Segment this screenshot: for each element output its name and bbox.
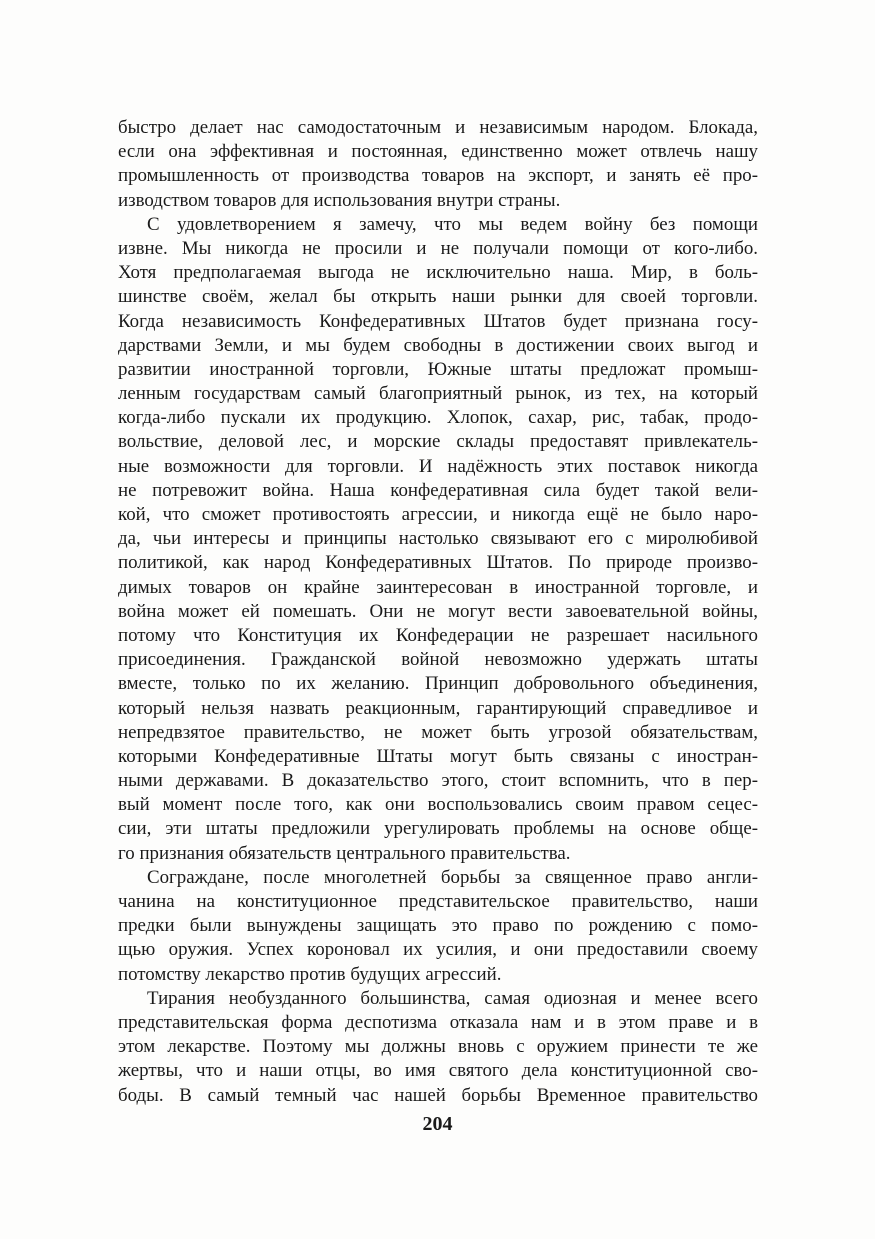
text-line: представительская форма деспотизма отказала нам и в этом праве и в [118,1011,758,1033]
text-line: извне. Мы никогда не просили и не получали помощи от кого-либо. [118,237,758,259]
text-line: ленным государствам самый благоприятный рынок, из тех, на который [118,383,758,405]
page-number: 204 [422,1113,453,1135]
text-line: вый момент после того, как они воспользовались своим правом сецес- [118,794,758,816]
paragraph [118,213,758,866]
text-line: С удовлетворением я замечу, что мы ведем войну без помощи [147,213,758,235]
text-line: развитии иностранной торговли, Южные штаты предложат промыш- [118,358,758,380]
text-line: Сограждане, после многолетней борьбы за священное право англи- [147,866,758,888]
text-line: не потревожит война. Наша конфедеративная сила будет такой вели- [118,479,758,501]
text-line: вольствие, деловой лес, и морские склады предоставят привлекатель- [118,431,758,453]
text-line: которыми Конфедеративные Штаты могут быть связаны с иностран- [118,745,758,767]
text-line: чанина на конституционное представительское правительство, наши [118,891,758,912]
text-line: ные возможности для торговли. И надёжность этих поставок никогда [118,455,758,477]
body-text [118,116,758,1108]
text-line: боды. В самый темный час нашей борьбы Временное правительство [118,1084,758,1106]
text-line: если она эффективная и постоянная, единственно может отвлечь нашу [118,141,758,163]
text-line: этом лекарстве. Поэтому мы должны вновь с оружием принести те же [118,1036,758,1058]
text-line: жертвы, что и наши отцы, во имя святого дела конституционной сво- [118,1060,758,1082]
text-line: ными державами. В доказательство этого, стоит вспомнить, что в пер- [118,770,758,792]
text-line: изводством товаров для использования внутри страны. [118,189,561,211]
text-line: война может ей помешать. Они не могут вести завоевательной войны, [118,600,758,622]
text-line: Хотя предполагаемая выгода не исключительно наша. Мир, в боль- [118,262,758,284]
text-line: димых товаров он крайне заинтересован в иностранной торговле, и [118,576,758,598]
text-line: Когда независимость Конфедеративных Штатов будет признана госу- [118,310,758,332]
text-line: сии, эти штаты предложили урегулировать проблемы на основе обще- [118,818,758,840]
paragraph [118,987,758,1108]
paragraph [118,116,758,213]
text-line: щью оружия. Успех короновал их усилия, и они предоставили своему [118,939,758,961]
text-line: непредвзятое правительство, не может быть угрозой обязательствам, [118,721,758,743]
text-line: дарствами Земли, и мы будем свободны в достижении своих выгод и [118,334,758,356]
text-line: потому что Конституция их Конфедерации не разрешает насильного [118,624,758,646]
text-line: вместе, только по их желанию. Принцип добровольного объединения, [118,673,758,695]
text-line: когда-либо пускали их продукцию. Хлопок, сахар, рис, табак, продо- [118,407,758,429]
text-line: предки были вынуждены защищать это право по рождению с помо- [118,915,758,937]
text-line: потомству лекарство против будущих агрессий. [118,963,502,985]
text-line: быстро делает нас самодостаточным и независимым народом. Блокада, [118,117,758,138]
text-line: шинстве своём, желал бы открыть наши рынки для своей торговли. [118,286,758,308]
text-line: который нельзя назвать реакционным, гарантирующий справедливое и [118,697,758,719]
text-line: промышленность от производства товаров на экспорт, и занять её про- [118,165,758,187]
text-line: Тирания необузданного большинства, самая одиозная и менее всего [147,987,758,1009]
text-line: да, чьи интересы и принципы настолько связывают его с миролюбивой [118,528,758,550]
text-line: политикой, как народ Конфедеративных Штатов. По природе произво- [118,552,758,574]
text-line: го признания обязательств центрального правительства. [118,842,571,864]
text-line: кой, что сможет противостоять агрессии, и никогда ещё не было наро- [118,504,758,525]
paragraph [118,866,758,987]
text-line: присоединения. Гражданской войной невозможно удержать штаты [118,649,758,671]
